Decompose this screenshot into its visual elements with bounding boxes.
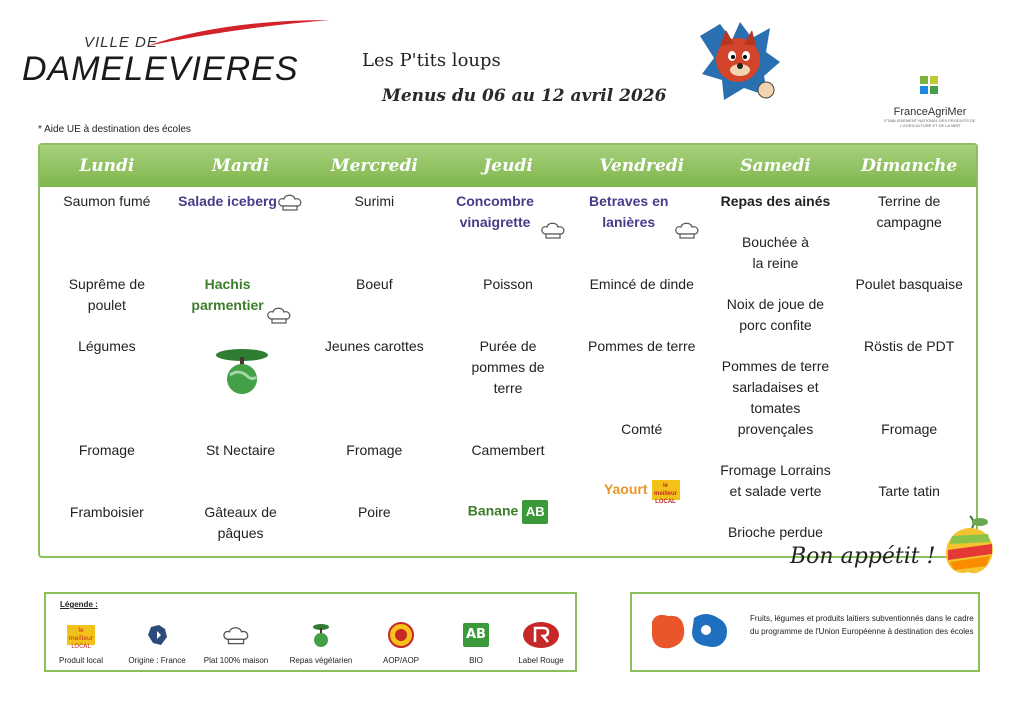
bio-label-icon: AB	[522, 500, 548, 524]
dish-main: Suprême de poulet	[68, 276, 145, 313]
dish-dessert: Tarte tatin	[878, 483, 940, 499]
eu-program-text: Fruits, légumes et produits laitiers subventionnés dans le cadre du programme de l'Union Européenne à destination des écoles	[750, 614, 974, 636]
column-saturday	[709, 187, 843, 556]
chef-hat-icon	[540, 221, 566, 239]
eu-program-logos-icon	[646, 608, 736, 654]
dish-dessert: Framboisier	[69, 504, 144, 520]
legend-homemade	[201, 620, 271, 665]
dish-side: Röstis de PDT	[864, 338, 955, 354]
legend-vegetarian	[286, 620, 356, 665]
dish-main: Poulet basquaise	[855, 276, 963, 292]
column-thursday	[441, 187, 575, 556]
label-rouge-icon	[521, 620, 561, 650]
weekly-menu-table	[38, 143, 978, 558]
bon-appetit: Bon appétit !	[790, 544, 936, 569]
vegetarian-globe-icon	[212, 347, 272, 395]
legend-label: Plat 100% maison	[203, 656, 269, 665]
aop-seal-icon	[388, 622, 414, 648]
menu-dates: Menus du 06 au 12 avril 2026	[382, 86, 667, 106]
dish-main: Boeuf	[356, 276, 393, 292]
dish-main: Noix de joue de porc confite	[726, 296, 825, 333]
local-product-icon: le meilleur LOCAL	[68, 627, 94, 650]
legend-origin-france	[122, 620, 192, 665]
logo-swoosh-icon	[142, 18, 332, 48]
dish-label: Yaourt	[603, 481, 648, 497]
column-friday	[575, 187, 709, 556]
franceagrimer-mark-icon	[918, 74, 942, 100]
dish-main	[174, 274, 308, 324]
legend-aop	[366, 620, 436, 665]
dish-cheese: Fromage	[78, 442, 135, 458]
column-sunday	[842, 187, 976, 556]
local-product-icon: le meilleur LOCAL	[652, 480, 680, 500]
dish-side: Pommes de terre sarladaises et tomates provençales	[721, 358, 830, 437]
dish-side: Pommes de terre	[588, 338, 696, 354]
day-friday: Vendredi	[599, 156, 685, 176]
dish-starter: Saumon fumé	[63, 193, 151, 209]
chef-hat-icon	[277, 193, 303, 211]
dish-cheese: Camembert	[471, 442, 545, 458]
dish-cheese: Comté	[621, 421, 663, 437]
dish-main: Emincé de dinde	[589, 276, 694, 292]
fruit-illustration-icon	[940, 512, 1000, 578]
day-wednesday: Mercredi	[330, 156, 418, 176]
eu-aid-note: * Aide UE à destination des écoles	[38, 124, 191, 135]
dish-label: Hachis parmentier	[191, 276, 264, 313]
dish-side: Jeunes carottes	[324, 338, 424, 354]
dish-cheese: St Nectaire	[205, 442, 276, 458]
column-tuesday	[174, 187, 308, 556]
franceagrimer-name: FranceAgriMer	[893, 106, 967, 118]
legend-label: AOP/AOP	[382, 656, 419, 665]
vegetarian-globe-icon	[310, 622, 332, 648]
dish-cheese: Fromage	[346, 442, 403, 458]
legend-label: Origine : France	[128, 656, 186, 665]
france-map-icon	[145, 623, 169, 647]
day-sunday: Dimanche	[861, 156, 958, 176]
chef-hat-icon	[222, 624, 250, 646]
dish-main: Poisson	[483, 276, 533, 292]
legend-label: BIO	[469, 656, 483, 665]
legend-bio	[441, 620, 511, 665]
dish-cheese: Fromage Lorrains et salade verte	[720, 462, 831, 499]
franceagrimer-logo	[880, 74, 980, 128]
chef-hat-icon	[674, 221, 700, 239]
dish-side: Légumes	[78, 338, 136, 354]
dish-dessert	[441, 500, 575, 524]
dish-starter: Bouchée à la reine	[741, 234, 809, 271]
dish-label: Betraves en lanières	[589, 193, 669, 230]
wolf-mascot-icon	[694, 18, 786, 104]
dish-dessert: Brioche perdue	[727, 524, 823, 540]
legend-local	[46, 620, 116, 665]
dish-starter: Terrine de campagne	[876, 193, 942, 230]
dish-starter: Surimi	[354, 193, 395, 209]
dish-starter	[575, 191, 709, 239]
days-header	[40, 145, 976, 187]
dish-cheese: Fromage	[881, 421, 938, 437]
town-logo	[22, 22, 322, 92]
logo-top-text: VILLE DE	[84, 34, 158, 51]
franceagrimer-subtitle: ETABLISSEMENT NATIONAL DES PRODUITS DE L'AGRICULTURE ET DE LA MER	[884, 118, 976, 128]
day-saturday: Samedi	[740, 156, 811, 176]
legend-label: Produit local	[58, 656, 104, 665]
dish-label: Concombre vinaigrette	[456, 193, 534, 230]
dish-starter	[441, 191, 575, 239]
dish-label: Salade iceberg	[178, 193, 277, 209]
day-monday: Lundi	[79, 156, 135, 176]
legend-label: Repas végétarien	[289, 656, 353, 665]
eu-program-box	[630, 592, 980, 672]
dish-side: Purée de pommes de terre	[471, 338, 545, 396]
legend-label: Label Rouge	[518, 656, 564, 665]
logo-name: DAMELEVIERES	[22, 50, 299, 88]
page-title: Les P'tits loups	[362, 50, 501, 71]
day-tuesday: Mardi	[212, 156, 270, 176]
dish-dessert: Poire	[357, 504, 391, 520]
dish-event: Repas des ainés	[720, 193, 831, 209]
dish-dessert	[575, 479, 709, 506]
column-monday	[40, 187, 174, 556]
legend-label-rouge	[506, 620, 576, 665]
column-wednesday	[307, 187, 441, 556]
legend-title: Légende :	[60, 600, 98, 609]
legend-box	[44, 592, 577, 672]
dish-dessert: Gâteaux de pâques	[204, 504, 277, 541]
day-thursday: Jeudi	[483, 156, 533, 176]
bio-label-icon: AB	[463, 623, 489, 647]
dish-starter	[174, 191, 308, 212]
chef-hat-icon	[266, 306, 292, 324]
dish-label: Banane	[467, 502, 519, 519]
